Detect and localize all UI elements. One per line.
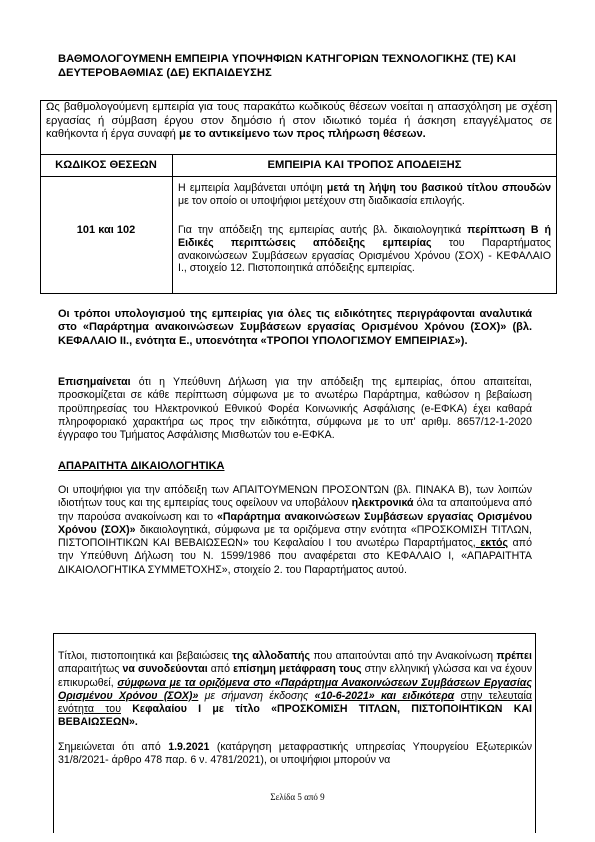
intro-bold-text: με το αντικείμενο των προς πλήρωση θέσεων. [179, 128, 426, 141]
text-segment: Σημειώνεται ότι από [58, 741, 169, 753]
header-experience: ΕΜΠΕΙΡΙΑ ΚΑΙ ΤΡΟΠΟΣ ΑΠΟΔΕΙΞΗΣ [267, 159, 462, 171]
text-segment: που απαιτούνται από την Ανακοίνωση [309, 650, 497, 662]
text-segment: με σήμανση έκδοσης [198, 689, 315, 702]
text-segment: απαραιτήτως [58, 663, 123, 676]
text-segment: Τίτλοι, πιστοποιητικά και βεβαιώσεις [58, 650, 233, 662]
header-codes: ΚΩΔΙΚΟΣ ΘΕΣΕΩΝ [55, 159, 157, 171]
text-segment: από την Υπεύθυνη Δήλωση του Ν. 1599/1986 που αναφέρεται στο ΚΕΦΑΛΑΙΟ Ι, «ΑΠΑΡΑΙΤΗΤΑ ΔΙΚΑΙΟΛΟΓΗΤΙΚΑ ΣΥΜΜΕΤΟΧΗΣ», στοιχείο 2. του Παραρτήματος αυτού. [58, 537, 532, 576]
text-segment: στην τελευταία ενότητα του [58, 689, 533, 716]
experience-rule [178, 182, 551, 208]
notice-text: ότι η Υπεύθυνη Δήλωση για την απόδειξη της εμπειρίας, όπου απαιτείται, προσκομίζεται σε κάθε περίπτωση σύμφωνα με το ανωτέρω Παράρτημα, καθώσον η βεβαίωση προϋπηρεσίας του Ηλεκτρονικού Εθνικού Φορέα Κοινωνικής Ασφάλισης (e-ΕΦΚΑ) έχει καθαρά πληροφοριακό χαρακτήρα ως προς την ειδικότητα, σύμφωνα με το υπ' αριθμ. 8657/12-1-2020 έγγραφο του Τμήματος Ασφάλισης Μισθωτών του e-ΕΦΚΑ. [58, 376, 532, 442]
text-segment: δικαιολογητικά, σύμφωνα με τα οριζόμενα στην ενότητα «ΠΡΟΣΚΟΜΙΣΗ ΤΙΤΛΩΝ, ΠΙΣΤΟΠΟΙΗΤΙΚΩΝ ΚΑΙ ΒΕΒΑΙΩΣΕΩΝ» του Κεφαλαίου Ι του ανωτέρω Παραρτήματος, [58, 523, 532, 550]
text-segment: ηλεκτρονικά [351, 497, 414, 510]
page-number: Σελίδα 5 από 9 [270, 792, 325, 802]
text-segment: εκτός [475, 537, 509, 550]
translation-note [58, 741, 532, 768]
text-segment: μετά τη λήψη του βασικού τίτλου σπουδών [326, 182, 551, 194]
table-intro [46, 101, 552, 142]
notice-paragraph [58, 376, 532, 442]
text-segment: από [207, 663, 234, 676]
documents-paragraph [58, 484, 532, 577]
text-segment: επίσημη μετάφραση τους [233, 663, 362, 676]
text-segment: πρέπει [496, 650, 532, 662]
position-codes: 101 και 102 [76, 224, 136, 236]
intro-text: Ως βαθμολογούμενη εμπειρία για τους παρακάτω κωδικούς θέσεων νοείται η απασχόληση με σχέση εργασίας ή σύμβαση έργου στον δημόσιο ή στον ιδιωτικό τομέα ή άσκηση επαγγέλματος σε καθήκοντα ή έργα συναφή [46, 101, 552, 141]
section-heading: ΑΠΑΡΑΙΤΗΤΑ ΔΙΚΑΙΟΛΟΓΗΤΙΚΑ [58, 460, 225, 472]
text-segment: στην ελληνική γλώσσα και να έχουν επικυρωθεί, [58, 663, 532, 689]
text-segment: Οι υποψήφιοι για την απόδειξη των ΑΠΑΙΤΟΥΜΕΝΩΝ ΠΡΟΣΟΝΤΩΝ (βλ. ΠΙΝΑΚΑ Β), των λοιπών ιδιοτήτων τους και της εμπειρίας τους οφείλουν να υποβάλουν [58, 484, 532, 510]
text-segment: «10-6-2021» και ειδικότερα [314, 689, 455, 702]
text-segment: Για την απόδειξη της εμπειρίας αυτής βλ. δικαιολογητικά [178, 224, 468, 236]
text-segment: 1.9.2021 [168, 741, 210, 753]
text-segment: του Παραρτήματος ανακοινώσεων Συμβάσεων εργασίας Ορισμένου Χρόνου (ΣΟΧ) - ΚΕΦΑΛΑΙΟ Ι., στοιχείο 12. Πιστοποιητικά απόδειξης εμπειρίας. [178, 236, 551, 275]
experience-proof [178, 224, 551, 275]
text-segment: «Παράρτημα ανακοινώσεων Συμβάσεων εργασίας Ορισμένου Χρόνου (ΣΟΧ)» [58, 510, 532, 536]
text-segment: να συνοδεύονται [122, 663, 208, 676]
table-divider [40, 176, 557, 177]
text-segment: της αλλοδαπής [232, 650, 310, 662]
text-segment: σύμφωνα με τα οριζόμενα στο «Παράρτημα Ανακοινώσεων Συμβάσεων Εργασίας Ορισμένου Χρόνου (ΣΟΧ)» [58, 676, 532, 702]
table-divider [40, 154, 557, 155]
text-segment: με τον οποίο οι υποψήφιοι μετέχουν στη διαδικασία επιλογής. [178, 194, 465, 207]
text-segment: Κεφαλαίου Ι με τίτλο «ΠΡΟΣΚΟΜΙΣΗ ΤΙΤΛΩΝ, ΠΙΣΤΟΠΟΙΗΤΙΚΩΝ ΚΑΙ ΒΕΒΑΙΩΣΕΩΝ». [58, 703, 532, 729]
text-segment: Η εμπειρία λαμβάνεται υπόψη [178, 182, 327, 194]
text-segment: (κατάργηση μεταφραστικής υπηρεσίας Υπουργείου Εξωτερικών 31/8/2021- άρθρο 478 παρ. 6 ν. 4781/2021), οι υποψήφιοι μπορούν να [58, 741, 533, 767]
table-column-divider [172, 154, 173, 294]
text-segment: περίπτωση Β ή Ειδικές περιπτώσεις απόδειξης εμπειρίας [178, 224, 552, 249]
foreign-documents-paragraph [58, 650, 532, 730]
page-title: ΒΑΘΜΟΛΟΓΟΥΜΕΝΗ ΕΜΠΕΙΡΙΑ ΥΠΟΨΗΦΙΩΝ ΚΑΤΗΓΟΡΙΩΝ ΤΕΧΝΟΛΟΓΙΚΗΣ (ΤΕ) ΚΑΙ ΔΕΥΤΕΡΟΒΑΘΜΙΑΣ (ΔΕ) ΕΚΠΑΙΔΕΥΣΗΣ [58, 53, 516, 79]
text-segment: όλα τα απαιτούμενα από την παρούσα ανακοίνωση και το [58, 497, 532, 523]
notice-lead: Επισημαίνεται [58, 376, 131, 388]
calculation-paragraph: Οι τρόποι υπολογισμού της εμπειρίας για όλες τις ειδικότητες περιγράφονται αναλυτικά στο «Παράρτημα ανακοινώσεων Συμβάσεων εργασίας Ορισμένου Χρόνου (ΣΟΧ)» (βλ. ΚΕΦΑΛΑΙΟ ΙΙ., ενότητα Ε., υποενότητα «ΤΡΟΠΟΙ ΥΠΟΛΟΓΙΣΜΟΥ ΕΜΠΕΙΡΙΑΣ»). [58, 308, 532, 347]
